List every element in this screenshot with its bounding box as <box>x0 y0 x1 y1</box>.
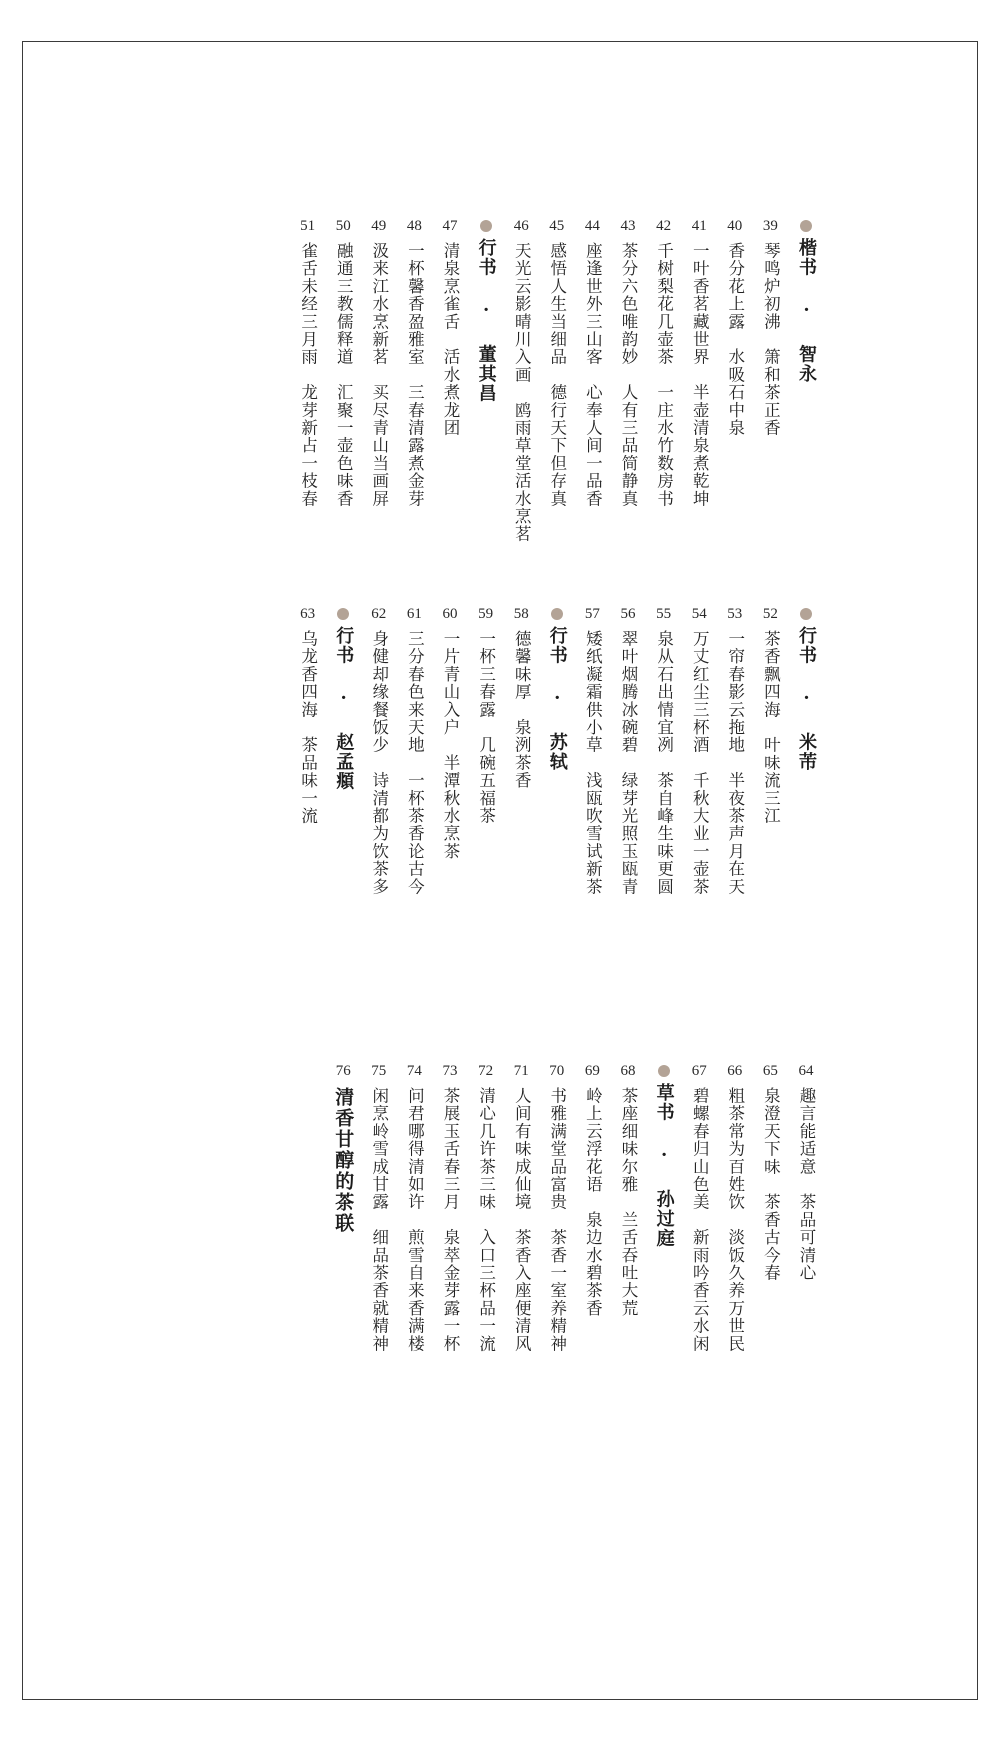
calligrapher-name: 行书 · 米芾 <box>796 626 817 772</box>
entry-number: 61 <box>406 606 422 622</box>
couplet-entry <box>579 1061 605 1317</box>
entry-number: 59 <box>478 606 494 622</box>
entry-number: 45 <box>549 218 565 234</box>
chapter-title: 清香甘醇的茶联 <box>332 1087 355 1234</box>
couplet-text: 清心几许茶三味 入口三杯品一流 <box>476 1087 496 1353</box>
entry-number: 53 <box>727 606 743 622</box>
entry-number: 41 <box>691 218 707 234</box>
entry-number: 47 <box>442 218 458 234</box>
calligrapher-heading <box>651 1061 677 1248</box>
couplet-entry <box>295 216 321 508</box>
couplet-text: 趣言能适意 茶品可清心 <box>797 1087 816 1282</box>
entry-number: 46 <box>513 218 529 234</box>
entry-number: 64 <box>798 1063 814 1079</box>
couplet-text: 汲来江水烹新茗 买尽青山当画屏 <box>369 242 389 508</box>
couplet-entry <box>615 216 641 508</box>
entry-number: 39 <box>762 218 778 234</box>
entry-number: 65 <box>762 1063 778 1079</box>
couplet-entry <box>686 216 712 508</box>
couplet-entry <box>508 216 534 543</box>
couplet-text: 一叶香茗藏世界 半壶清泉煮乾坤 <box>690 242 710 508</box>
couplet-entry <box>544 216 570 508</box>
couplet-text: 身健却缘餐饭少 诗清都为饮茶多 <box>369 630 389 896</box>
couplet-text: 雀舌未经三月雨 龙芽新占一枝春 <box>298 242 318 508</box>
couplet-entry <box>579 216 605 508</box>
couplet-entry <box>615 604 641 896</box>
couplet-entry <box>366 1061 392 1353</box>
couplet-text: 茶分六色唯韵妙 人有三品简静真 <box>619 242 638 508</box>
bullet-dot-icon <box>658 1065 670 1077</box>
bullet-dot-icon <box>480 220 492 232</box>
couplet-entry <box>295 604 321 825</box>
couplet-text: 书雅满堂品富贵 茶香一室养精神 <box>547 1087 567 1353</box>
couplet-entry <box>722 216 748 437</box>
calligrapher-name: 楷书 · 智永 <box>796 238 817 384</box>
couplet-text: 一杯三春露 几碗五福茶 <box>476 630 496 825</box>
couplet-text: 清泉烹雀舌 活水煮龙团 <box>441 242 460 437</box>
entry-number: 71 <box>513 1063 529 1079</box>
couplet-text: 香分花上露 水吸石中泉 <box>725 242 745 437</box>
couplet-entry <box>437 604 463 860</box>
couplet-entry <box>330 216 356 508</box>
couplet-entry <box>508 1061 534 1353</box>
couplet-entry <box>722 604 748 896</box>
entry-number: 49 <box>371 218 387 234</box>
entry-number: 74 <box>406 1063 422 1079</box>
couplet-entry <box>615 1061 641 1317</box>
entry-number: 60 <box>442 606 458 622</box>
couplet-text: 茶展玉舌春三月 泉萃金芽露一杯 <box>441 1087 460 1353</box>
couplet-text: 琴鸣炉初沸 箫和茶正香 <box>761 242 781 437</box>
couplet-text: 闲烹岭雪成甘露 细品茶香就精神 <box>369 1087 389 1353</box>
couplet-entry <box>757 1061 783 1282</box>
couplet-entry <box>401 1061 427 1353</box>
bullet-dot-icon <box>800 220 812 232</box>
couplet-text: 粗茶常为百姓饮 淡饭久养万世民 <box>725 1087 745 1353</box>
couplet-entry <box>401 604 427 896</box>
entry-number: 58 <box>513 606 529 622</box>
entry-number: 42 <box>656 218 672 234</box>
entry-number: 62 <box>371 606 387 622</box>
couplet-text: 岭上云浮花语 泉边水碧茶香 <box>583 1087 603 1318</box>
bullet-dot-icon <box>337 608 349 620</box>
entry-number: 40 <box>727 218 743 234</box>
couplet-text: 感悟人生当细品 德行天下但存真 <box>547 242 567 508</box>
couplet-text: 德馨味厚 泉洌茶香 <box>512 630 532 790</box>
chapter-title-entry <box>330 1061 356 1234</box>
entry-number: 55 <box>656 606 672 622</box>
couplet-entry <box>757 216 783 437</box>
couplet-entry <box>473 1061 499 1353</box>
couplet-entry <box>366 604 392 896</box>
couplet-entry <box>401 216 427 508</box>
calligrapher-heading <box>473 216 499 403</box>
couplet-text: 一杯馨香盈雅室 三春清露煮金芽 <box>405 242 425 508</box>
couplet-entry <box>366 216 392 508</box>
couplet-text: 千树梨花几壶茶 一庄水竹数房书 <box>654 242 674 508</box>
entry-number: 73 <box>442 1063 458 1079</box>
couplet-text: 泉澄天下味 茶香古今春 <box>761 1087 781 1282</box>
entry-number: 50 <box>335 218 351 234</box>
couplet-text: 人间有味成仙境 茶香入座便清风 <box>512 1087 532 1353</box>
calligrapher-heading <box>330 604 356 791</box>
couplet-entry <box>722 1061 748 1353</box>
couplet-text: 翠叶烟腾冰碗碧 绿芽光照玉瓯青 <box>619 630 638 896</box>
entry-number: 63 <box>300 606 316 622</box>
entry-number: 68 <box>620 1063 636 1079</box>
couplet-entry <box>437 216 463 437</box>
couplet-text: 碧螺春归山色美 新雨吟香云水闲 <box>690 1087 710 1353</box>
entry-number: 43 <box>620 218 636 234</box>
entry-number: 48 <box>406 218 422 234</box>
couplet-entry <box>793 1061 819 1282</box>
entry-number: 57 <box>584 606 600 622</box>
entry-number: 75 <box>371 1063 387 1079</box>
couplet-text: 泉从石出情宜冽 茶自峰生味更圆 <box>654 630 674 896</box>
couplet-entry <box>544 1061 570 1353</box>
couplet-text: 问君哪得清如许 煎雪自来香满楼 <box>405 1087 425 1353</box>
couplet-text: 一帘春影云拖地 半夜茶声月在天 <box>725 630 745 896</box>
calligrapher-name: 行书 · 苏轼 <box>546 626 568 772</box>
couplet-text: 座逢世外三山客 心奉人间一品香 <box>583 242 603 508</box>
couplet-text: 三分春色来天地 一杯茶香论古今 <box>405 630 425 896</box>
page-frame <box>22 41 978 1700</box>
entry-number: 51 <box>300 218 316 234</box>
calligrapher-name: 行书 · 赵孟頫 <box>333 626 355 791</box>
couplet-text: 融通三教儒释道 汇聚一壶色味香 <box>334 242 354 508</box>
bullet-dot-icon <box>551 608 563 620</box>
couplet-text: 天光云影晴川入画 鸥雨草堂活水烹茗 <box>512 242 532 543</box>
entry-number: 76 <box>335 1063 351 1079</box>
couplet-entry <box>757 604 783 825</box>
couplet-text: 乌龙香四海 茶品味一流 <box>298 630 318 825</box>
couplet-entry <box>579 604 605 896</box>
couplet-entry <box>508 604 534 789</box>
entry-number: 72 <box>478 1063 494 1079</box>
entry-number: 70 <box>549 1063 565 1079</box>
entry-number: 56 <box>620 606 636 622</box>
calligrapher-heading <box>544 604 570 772</box>
calligrapher-heading <box>793 604 819 772</box>
calligrapher-heading <box>793 216 819 384</box>
couplet-entry <box>686 1061 712 1353</box>
couplet-entry <box>651 604 677 896</box>
entry-number: 44 <box>584 218 600 234</box>
entry-number: 52 <box>762 606 778 622</box>
couplet-entry <box>651 216 677 508</box>
bullet-dot-icon <box>800 608 812 620</box>
entry-number: 66 <box>727 1063 743 1079</box>
couplet-text: 茶香飘四海 叶味流三江 <box>761 630 781 825</box>
calligrapher-name: 行书 · 董其昌 <box>475 238 497 403</box>
couplet-text: 万丈红尘三杯酒 千秋大业一壶茶 <box>690 630 710 896</box>
couplet-text: 一片青山入户 半潭秋水烹茶 <box>441 630 460 861</box>
entry-number: 54 <box>691 606 707 622</box>
entry-number: 67 <box>691 1063 707 1079</box>
couplet-text: 茶座细味尔雅 兰舌吞吐大荒 <box>619 1087 638 1318</box>
entry-number: 69 <box>584 1063 600 1079</box>
calligrapher-name: 草书 · 孙过庭 <box>653 1083 675 1248</box>
couplet-entry <box>473 604 499 825</box>
couplet-entry <box>686 604 712 896</box>
couplet-entry <box>437 1061 463 1353</box>
couplet-text: 矮纸凝霜供小草 浅瓯吹雪试新茶 <box>583 630 603 896</box>
